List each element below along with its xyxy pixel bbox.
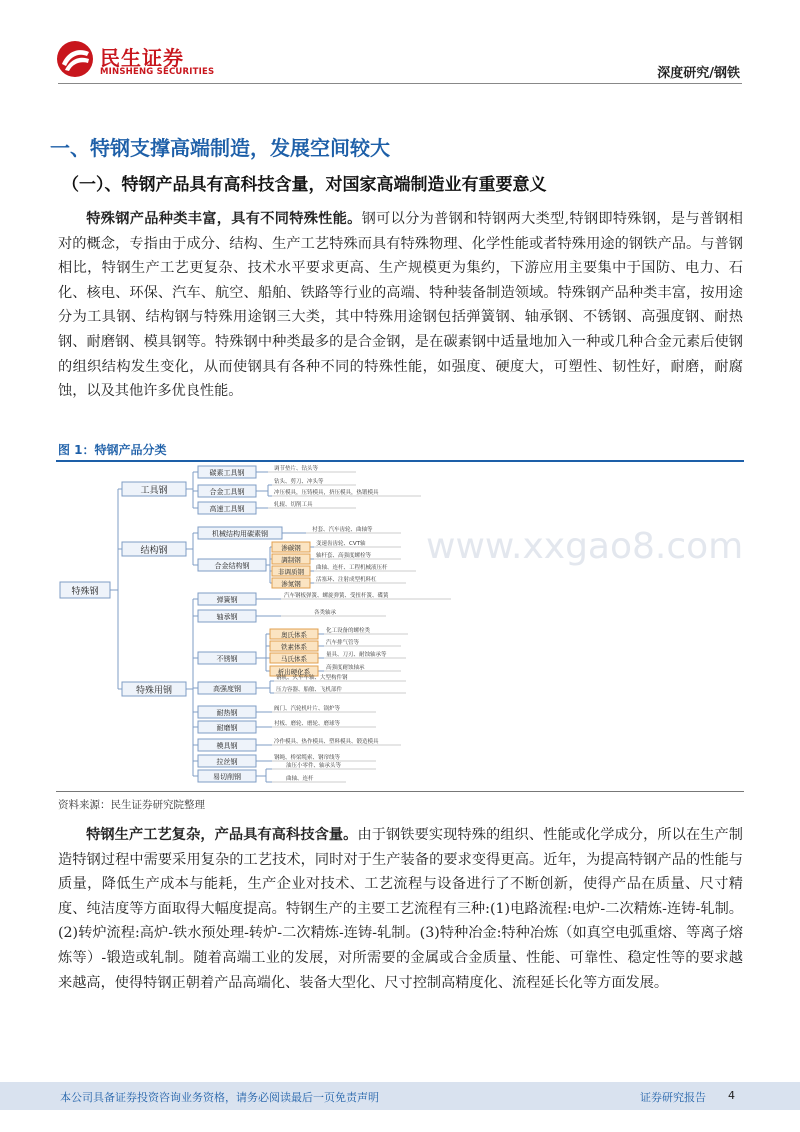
sub-category-label: 铁素体系	[281, 643, 307, 651]
sub-category-label: 奥氏体系	[281, 631, 307, 639]
use-label: 调节垫片、钻头等	[274, 466, 319, 472]
node-structural-steel	[122, 542, 186, 556]
special-item-label: 弹簧钢	[216, 596, 238, 604]
use-label: 汽车排气管等	[326, 640, 360, 646]
paragraph-production-process	[58, 823, 743, 995]
paragraph-lead: 特钢生产工艺复杂，产品具有高科技含量。	[86, 827, 358, 843]
structural-item-label: 机械结构用碳素钢	[212, 530, 268, 538]
special-item-label: 高强度钢	[213, 685, 241, 693]
use-label: 化工设备的螺栓类	[326, 628, 371, 634]
tool-item-label: 碳素工具钢	[209, 469, 245, 477]
use-label: 钢绳、桥梁缆索、钢帘线等	[274, 755, 341, 761]
use-label: 钢轨、火车车轴、大型构件钢	[276, 675, 348, 681]
use-label: 轧辊、切削工具	[274, 502, 313, 508]
node-tool-steel-label: 工具钢	[140, 486, 168, 496]
logo-english-name: MINSHENG SECURITIES	[100, 67, 215, 77]
logo-chinese-name: 民生证券	[100, 46, 184, 70]
paragraph-lead: 特殊钢产品种类丰富，具有不同特殊性能。	[86, 211, 362, 227]
special-item-label: 拉丝钢	[216, 758, 238, 766]
page-number: 4	[728, 1089, 735, 1102]
special-item-label: 不锈钢	[216, 655, 238, 663]
special-item-label: 耐热钢	[216, 709, 238, 717]
sub-category-label: 渗碳钢	[281, 544, 301, 552]
use-label: 曲轴、连杆、工程机械液压杆	[316, 565, 388, 571]
footer-report-type: 证券研究报告	[640, 1091, 706, 1104]
use-label: 汽车钢板弹簧、螺旋弹簧、受扭杆簧、碟簧	[284, 593, 389, 599]
special-item-label: 模具钢	[216, 742, 238, 750]
header-divider	[58, 83, 742, 84]
sub-category-label: 非调质钢	[278, 568, 304, 576]
use-label: 变速齿齿轮、CVT轴	[316, 541, 366, 547]
use-label: 冲压模具，压铸模具，挤压模具，热锻模具	[274, 490, 379, 496]
node-root	[60, 582, 110, 598]
node-special-steel	[122, 682, 186, 696]
paragraph-special-steel-types	[58, 207, 743, 404]
subsection-heading: （一）、特钢产品具有高科技含量，对国家高端制造业有重要意义	[62, 175, 547, 195]
figure-watermark: www.xxgao8.com	[426, 526, 744, 567]
use-label: 高强度耐蚀轴承	[326, 665, 365, 671]
use-label: 活塞环、注射成型机料杠	[316, 577, 377, 583]
use-label: 衬套、汽车齿轮、曲轴等	[312, 527, 373, 533]
use-label: 阀门、汽轮机叶片、锅炉等	[274, 706, 341, 712]
figure-title: 图 1：特钢产品分类	[58, 443, 167, 457]
use-label: 量具、刀刃、耐蚀轴承等	[326, 652, 387, 658]
use-label: 衬板、磨轮、磨轮、磨球等	[274, 721, 341, 727]
footer-disclaimer: 本公司具备证券投资咨询业务资格，请务必阅读最后一页免责声明	[60, 1091, 379, 1104]
sub-category-label: 马氏体系	[281, 655, 307, 663]
use-label: 钻头、剪刀、冲头等	[274, 479, 324, 485]
minsheng-logo-icon	[56, 40, 94, 78]
section-heading: 一、特钢支撑高端制造，发展空间较大	[50, 136, 390, 160]
report-category: 深度研究/钢铁	[657, 66, 740, 81]
special-item-label: 耐磨钢	[216, 724, 238, 732]
tool-item-label: 高速工具钢	[209, 505, 245, 513]
company-logo	[56, 40, 215, 82]
node-tool-steel	[122, 482, 186, 496]
sub-category-label: 析出硬化系	[277, 668, 311, 676]
structural-item-label: 合金结构钢	[214, 562, 250, 570]
use-label: 曲轴、连杆	[286, 776, 314, 782]
use-label: 各类轴承	[314, 610, 337, 616]
paragraph-body: 钢可以分为普钢和特钢两大类型,特钢即特殊钢，是与普钢相对的概念，专指由于成分、结构、生产工艺特殊而具有特殊物理、化学性能或者特殊用途的钢铁产品。与普钢相比，特钢生产工艺更复杂、技术水平要求更高、生产规模更为集约，下游应用主要集中于国防、电力、石化、核电、环保、汽车、航空、船舶、铁路等行业的高端、特种装备制造领域。特殊钢产品种类丰富，按用途分为工具钢、结构钢与特殊用途钢三大类，其中特殊用途钢包括弹簧钢、轴承钢、不锈钢、高强度钢、耐热钢、耐磨钢、模具钢等。特殊钢中种类最多的是合金钢，是在碳素钢中适量地加入一种或几种合金元素后使钢的组织结构发生变化，从而使钢具有各种不同的特殊性能，如强度、硬度大，可塑性、韧性好，耐磨，耐腐蚀，以及其他许多优良性能。	[58, 211, 743, 400]
figure-bottom-rule	[56, 791, 744, 792]
use-label: 压力容器、船舶、飞机部件	[276, 687, 343, 693]
special-item-label: 易切削钢	[213, 773, 241, 781]
node-special-steel-label: 特殊用钢	[135, 686, 173, 696]
sub-category-label: 渗氮钢	[281, 580, 301, 588]
special-steel-classification-diagram	[56, 462, 744, 790]
paragraph-body: 由于钢铁要实现特殊的组织、性能或化学成分，所以在生产制造特钢过程中需要采用复杂的工艺技术，同时对于生产装备的要求变得更高。近年，为提高特钢产品的性能与质量，降低生产成本与能耗，生产企业对技术、工艺流程与设备进行了不断创新，使得产品在质量、尺寸精度、纯洁度等方面取得大幅度提高。特钢生产的主要工艺流程有三种:(1)电路流程:电炉-二次精炼-连铸-轧制。(2)转炉流程:高炉-铁水预处理-转炉-二次精炼-连铸-轧制。(3)特种冶金:特种冶炼（如真空电弧重熔、等离子熔炼等）-锻造或轧制。随着高端工业的发展，对所需要的金属或合金质量、性能、可靠性、稳定性等的要求越来越高，使得特钢正朝着产品高端化、装备大型化、尺寸控制高精度化、流程延长化等方面发展。	[58, 827, 743, 991]
node-root-label: 特殊钢	[71, 587, 99, 597]
sub-category-label: 調制钢	[281, 556, 301, 564]
page-header	[0, 0, 800, 90]
figure-source: 资料来源：民生证券研究院整理	[58, 799, 205, 811]
node-structural-steel-label: 结构钢	[140, 546, 168, 556]
tool-item-label: 合金工具钢	[209, 488, 245, 496]
use-label: 油压小零件、轴承头等	[286, 763, 342, 769]
special-item-label: 轴承钢	[216, 613, 238, 621]
use-label: 冷作模具、热作模具、塑料模具、锻造模具	[274, 739, 379, 745]
use-label: 轴杆套、高强度螺栓等	[316, 553, 372, 559]
